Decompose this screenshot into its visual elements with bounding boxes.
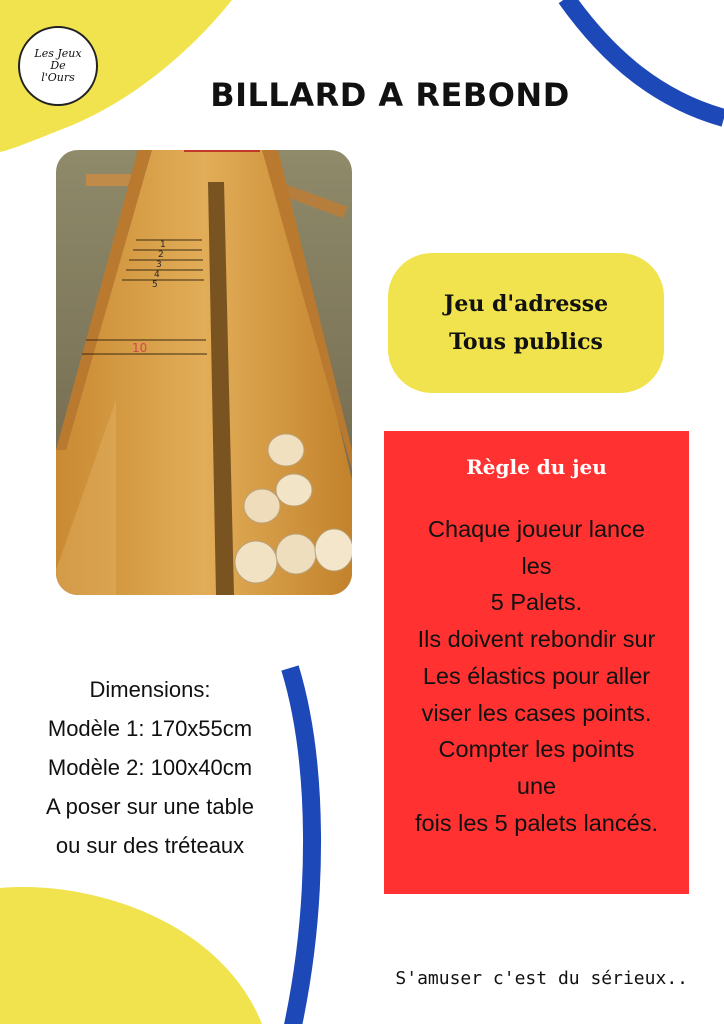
rules-line: Les élastics pour aller [422,662,651,689]
board-number-3: 3 [156,260,162,270]
rules-text [384,511,689,841]
dimensions-heading: Dimensions: [89,677,211,702]
footer-slogan: S'amuser c'est du sérieux.. [395,968,688,989]
tagline-skill-game: Jeu d'adresse [443,291,609,317]
rules-title: Règle du jeu [466,455,607,479]
logo-line-1: Les Jeux [34,47,82,60]
game-board-photo [56,150,352,595]
rules-box [384,431,689,894]
dimensions-model-2: Modèle 2: 100x40cm [47,755,253,780]
rules-line: Chaque joueur lance [428,516,645,542]
tagline-all-audiences: Tous publics [449,329,603,355]
rules-line: une [516,772,557,799]
board-number-5: 5 [152,280,158,290]
rules-line: Ils doivent rebondir sur [417,626,656,653]
board-number-4: 4 [154,270,160,280]
board-number-1: 1 [160,240,166,250]
rules-line: viser les cases points. [421,699,652,726]
yellow-blob-bottom-left [0,887,262,1024]
dimensions-note-table: A poser sur une table [46,794,254,819]
rules-line: 5 Palets. [490,589,583,616]
logo-les-jeux-de-lours [18,26,98,106]
board-score-10: 10 [132,341,148,355]
rules-line: les [521,552,552,579]
logo-line-2: De [50,59,66,72]
rules-line: Compter les points [438,736,635,763]
dimensions-text [0,670,300,865]
dimensions-model-1: Modèle 1: 170x55cm [47,716,253,741]
logo-line-3: l'Ours [41,71,75,84]
board-number-2: 2 [158,250,164,260]
page-title: BILLARD A REBOND [210,76,570,114]
tagline-box [388,253,664,393]
rules-line: fois les 5 palets lancés. [415,809,658,836]
dimensions-note-trestles: ou sur des tréteaux [55,833,245,858]
